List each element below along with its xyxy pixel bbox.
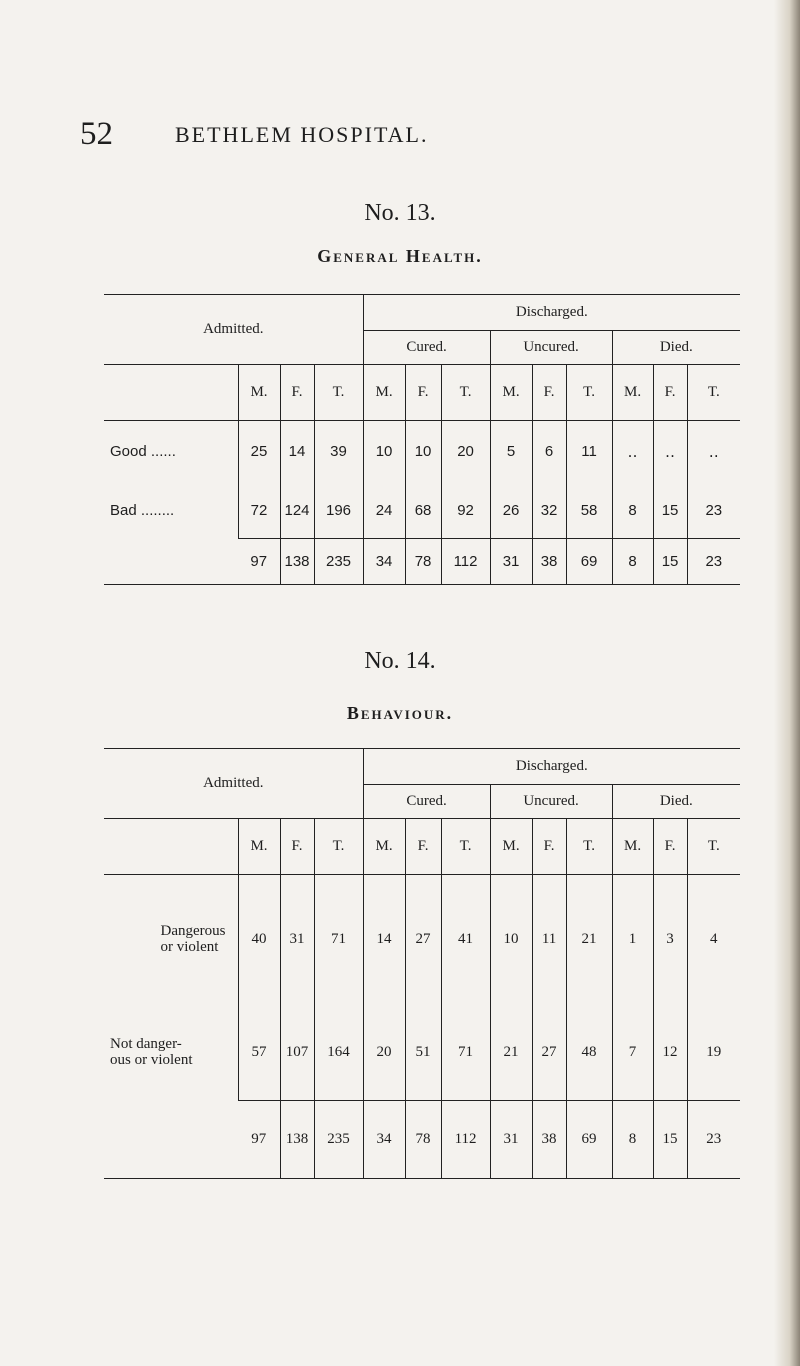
value-cell: 41 [441,875,490,1005]
value-cell: 10 [490,875,532,1005]
value-cell: 23 [705,501,723,519]
value-cell: 15 [653,483,687,539]
blank-cell [104,539,238,585]
total-cell: 38 [532,1101,566,1179]
col-header-f: F. [280,819,314,875]
value-cell: 71 [441,1005,490,1101]
total-cell: 31 [490,1101,532,1179]
value-cell: 20 [363,1005,405,1101]
value-cell: 124 [280,483,314,539]
blank-header-cell [104,365,238,421]
value-cell: 25 [238,421,280,483]
col-header-f: F. [532,365,566,421]
total-cell: 112 [441,1101,490,1179]
col-header-f: F. [653,819,687,875]
col-header-m: M. [238,819,280,875]
running-title: BETHLEM HOSPITAL. [175,122,429,147]
table-row [104,421,740,483]
total-cell: 78 [405,1101,441,1179]
col-header-m: M. [612,819,653,875]
value-cell: 7 [612,1005,653,1101]
value-cell: 27 [405,875,441,1005]
value-cell: 8 [612,483,653,539]
value-cell: 39 [314,421,363,483]
value-cell: 19 [706,1043,722,1060]
col-header-f: F. [532,819,566,875]
value-cell: 12 [653,1005,687,1101]
col-header-t: T. [314,819,363,875]
total-cell: 15 [653,539,687,585]
row-label: Bad ........ [104,483,238,539]
value-cell: 6 [532,421,566,483]
value-cell: 11 [566,421,612,483]
value-cell: 32 [532,483,566,539]
value-cell: 14 [363,875,405,1005]
discharged-header: Discharged. [363,295,740,331]
value-cell: 27 [532,1005,566,1101]
col-header-m: M. [612,365,653,421]
admitted-header: Admitted. [104,749,363,819]
value-cell: 10 [405,421,441,483]
value-cell: 71 [314,875,363,1005]
col-header-t: T. [687,365,740,421]
table-row [104,1005,740,1101]
total-cell: 78 [405,539,441,585]
col-header-t: T. [687,819,740,875]
row-label [104,1005,238,1101]
total-cell: 34 [363,539,405,585]
value-cell: 11 [532,875,566,1005]
col-header-t: T. [566,819,612,875]
totals-row [104,1101,740,1179]
died-header: Died. [612,785,740,819]
total-cell: 112 [441,539,490,585]
total-cell: 138 [280,539,314,585]
value-cell: 48 [566,1005,612,1101]
col-header-t: T. [314,365,363,421]
col-header-f: F. [405,819,441,875]
blank-cell [104,1101,238,1179]
value-cell: 107 [280,1005,314,1101]
total-cell: 97 [238,1101,280,1179]
value-cell: 20 [441,421,490,483]
value-cell: 51 [405,1005,441,1101]
value-cell: 57 [238,1005,280,1101]
discharged-header: Discharged. [363,749,740,785]
totals-row [104,539,740,585]
admitted-header: Admitted. [104,295,363,365]
total-cell: 69 [566,539,612,585]
value-cell: 26 [490,483,532,539]
value-cell: 1 [612,875,653,1005]
col-header-t: T. [566,365,612,421]
cured-header: Cured. [363,785,490,819]
row-label-line: ous or violent [110,1052,193,1068]
col-header-f: F. [405,365,441,421]
running-header [0,116,800,156]
page-number: 52 [80,116,113,152]
behaviour-table [104,748,740,1179]
total-cell: 97 [238,539,280,585]
col-header-t: T. [441,365,490,421]
value-cell: 68 [405,483,441,539]
value-cell: 58 [566,483,612,539]
uncured-header: Uncured. [490,785,612,819]
table-row [104,875,740,1005]
col-header-f: F. [653,365,687,421]
value-cell: 21 [490,1005,532,1101]
value-cell: ‥ [708,443,719,461]
total-cell: 31 [490,539,532,585]
uncured-header: Uncured. [490,331,612,365]
value-cell: 5 [490,421,532,483]
total-cell: 8 [612,539,653,585]
total-cell: 8 [612,1101,653,1179]
table-row [104,483,740,539]
value-cell: 3 [653,875,687,1005]
total-cell: 23 [687,539,740,585]
total-cell: 69 [566,1101,612,1179]
total-cell: 235 [314,539,363,585]
general-health-table [104,294,740,585]
table-14-subtitle: Behaviour. [346,703,454,723]
row-label [104,875,238,1005]
value-cell: 72 [238,483,280,539]
value-cell: ‥ [653,421,687,483]
row-label: Good ...... [104,421,238,483]
table-13-number: No. 13. [364,200,436,226]
died-header: Died. [612,331,740,365]
value-cell: 196 [314,483,363,539]
col-header-m: M. [363,819,405,875]
col-header-f: F. [280,365,314,421]
value-cell: 31 [280,875,314,1005]
value-cell: 10 [363,421,405,483]
value-cell: ‥ [612,421,653,483]
value-cell: 40 [238,875,280,1005]
value-cell: 14 [280,421,314,483]
col-header-m: M. [238,365,280,421]
col-header-t: T. [441,819,490,875]
cured-header: Cured. [363,331,490,365]
row-label-line: Not danger- [110,1036,182,1052]
total-cell: 235 [314,1101,363,1179]
total-cell: 38 [532,539,566,585]
row-label-line: or violent [160,939,219,956]
col-header-m: M. [363,365,405,421]
value-cell: 92 [441,483,490,539]
blank-header-cell [104,819,238,875]
value-cell: 24 [363,483,405,539]
row-label-line: Dangerous [160,923,226,940]
value-cell: 164 [314,1005,363,1101]
value-cell: 21 [566,875,612,1005]
col-header-m: M. [490,365,532,421]
total-cell: 23 [687,1101,740,1179]
col-header-m: M. [490,819,532,875]
total-cell: 15 [653,1101,687,1179]
value-cell: 4 [710,931,718,948]
total-cell: 138 [280,1101,314,1179]
table-13-subtitle: General Health. [317,246,483,266]
total-cell: 34 [363,1101,405,1179]
table-14-number: No. 14. [364,648,436,674]
